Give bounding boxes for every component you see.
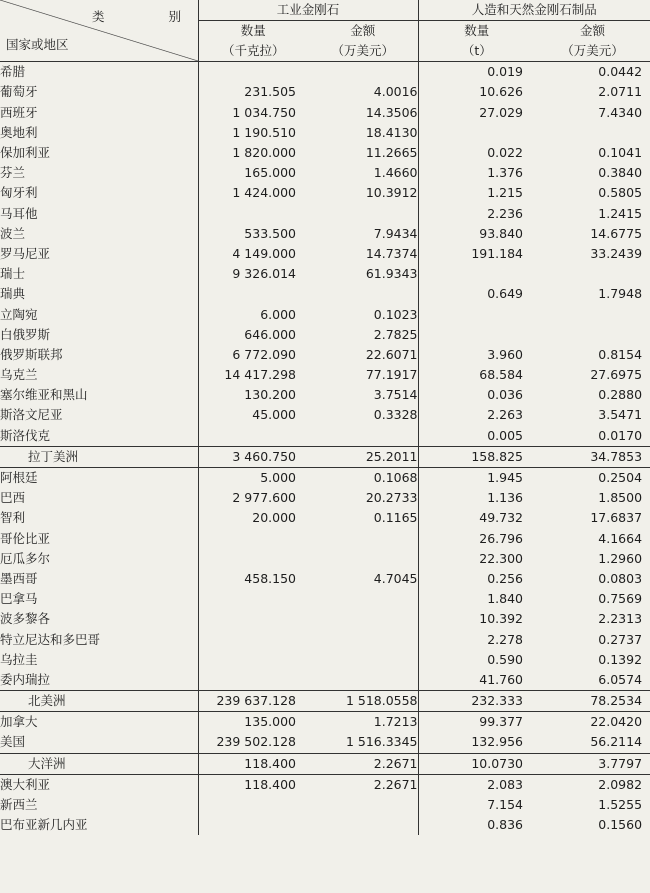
table-row [0,589,650,609]
table-row [0,82,650,102]
products-amount: 1.2415 [598,205,643,221]
products-amount: 27.6975 [590,367,643,383]
country-name: 斯洛伐克 [0,426,198,447]
industrial-amount: 1.7213 [308,712,418,733]
industrial-qty [198,629,308,649]
industrial-amount: 1.4660 [373,165,418,181]
table-row [0,325,650,345]
industrial-qty: 135.000 [198,712,308,733]
products-amount: 78.2534 [535,691,650,712]
country-name: 斯洛文尼亚 [0,405,198,425]
industrial-qty: 1 820.000 [232,145,296,161]
country-name: 阿根廷 [0,467,198,488]
country-name: 奥地利 [0,123,198,143]
g1-amt-unit: （万美元） [331,43,395,59]
country-name: 白俄罗斯 [0,325,198,345]
products-qty: 0.256 [418,569,535,589]
country-name: 罗马尼亚 [0,244,198,264]
col-header-g1-amt [308,21,418,62]
industrial-qty [198,795,308,815]
country-name: 芬兰 [0,163,198,183]
col-header-g2-qty [418,21,535,62]
industrial-amount: 2.7825 [373,326,418,342]
col-header-g2-amt [535,21,650,62]
industrial-qty: 3 460.750 [198,446,308,467]
table-row [0,815,650,835]
country-name: 波兰 [0,224,198,244]
products-qty: 49.732 [418,508,535,528]
products-qty: 99.377 [418,712,535,733]
g2-qty-unit: （t） [461,43,492,59]
products-amount: 1.5255 [598,797,643,813]
country-name: 俄罗斯联邦 [0,345,198,365]
products-amount [535,123,650,143]
products-amount: 0.0170 [598,427,643,443]
industrial-qty [198,204,308,224]
products-amount: 0.3840 [598,165,643,181]
industrial-amount [308,62,418,83]
products-qty: 0.590 [418,650,535,670]
industrial-amount: 1 518.0558 [308,691,418,712]
industrial-qty [198,62,308,83]
products-qty: 0.019 [418,62,535,83]
industrial-amount: 7.9434 [373,225,418,241]
products-qty: 232.333 [418,691,535,712]
region-row [0,446,650,467]
country-name: 马耳他 [0,204,198,224]
industrial-amount: 22.6071 [365,346,418,362]
industrial-qty [198,549,308,569]
industrial-qty: 2 977.600 [232,490,296,506]
products-qty: 1.840 [418,589,535,609]
country-name: 西班牙 [0,103,198,123]
industrial-qty: 4 149.000 [232,245,296,261]
industrial-amount: 18.4130 [365,124,418,140]
industrial-qty [198,426,308,447]
country-name: 北美洲 [0,691,198,712]
table-row [0,183,650,203]
products-qty: 10.392 [418,609,535,629]
products-amount [535,325,650,345]
table-row [0,365,650,385]
country-name: 巴布亚新几内亚 [0,815,198,835]
products-amount: 1.8500 [598,490,643,506]
products-amount: 0.0442 [598,64,643,80]
products-amount: 0.8154 [598,346,643,362]
products-amount: 56.2114 [590,734,643,750]
g2-amt-unit: （万美元） [561,43,624,59]
products-amount: 6.0574 [598,671,643,687]
products-amount: 3.5471 [598,407,643,423]
table-row [0,345,650,365]
products-qty: 3.960 [418,345,535,365]
products-qty: 27.029 [418,103,535,123]
country-name: 特立尼达和多巴哥 [0,629,198,649]
products-qty [418,123,535,143]
industrial-qty: 239 502.128 [216,734,296,750]
products-qty: 0.649 [418,284,535,304]
industrial-qty: 1 034.750 [232,104,296,120]
region-row [0,691,650,712]
table-row [0,143,650,163]
products-amount: 2.0711 [598,84,643,100]
industrial-qty [198,609,308,629]
country-name: 希腊 [0,62,198,83]
products-amount: 0.7569 [598,591,643,607]
industrial-amount: 0.1165 [373,510,418,526]
table-row [0,405,650,425]
table-row [0,670,650,691]
products-amount: 33.2439 [590,245,643,261]
industrial-qty: 646.000 [244,326,296,342]
industrial-qty: 458.150 [244,570,296,586]
table-row [0,732,650,753]
table-row [0,549,650,569]
table-row [0,304,650,324]
industrial-qty [198,815,308,835]
products-amount: 4.1664 [598,530,643,546]
country-name: 智利 [0,508,198,528]
country-name: 乌拉圭 [0,650,198,670]
country-name: 葡萄牙 [0,82,198,102]
country-name: 乌克兰 [0,365,198,385]
industrial-amount [308,549,418,569]
country-name: 澳大利亚 [0,774,198,795]
industrial-amount: 10.3912 [365,185,418,201]
industrial-amount: 11.2665 [365,145,418,161]
products-amount: 0.1392 [598,651,643,667]
col-header-g1-qty [198,21,308,62]
country-name: 哥伦比亚 [0,529,198,549]
products-amount: 0.5805 [598,185,643,201]
products-amount: 1.7948 [598,286,643,302]
table-row [0,467,650,488]
country-name: 保加利亚 [0,143,198,163]
industrial-qty: 118.400 [198,774,308,795]
industrial-amount: 14.3506 [365,104,418,120]
table-row [0,163,650,183]
industrial-qty: 9 326.014 [232,266,296,282]
group-industrial-diamond: 工业金刚石 [198,0,418,21]
industrial-qty: 20.000 [252,510,296,526]
products-amount: 3.7797 [535,753,650,774]
table-row [0,712,650,733]
industrial-amount [308,609,418,629]
products-amount: 2.2313 [598,611,643,627]
category-label: 类 别 [92,9,211,24]
products-amount: 0.1041 [598,145,643,161]
industrial-amount [308,650,418,670]
country-name: 新西兰 [0,795,198,815]
group-diamond-products: 人造和天然金刚石制品 [418,0,650,21]
table-row [0,569,650,589]
industrial-amount: 0.1023 [373,306,418,322]
table-row [0,204,650,224]
industrial-qty: 239 637.128 [198,691,308,712]
table-row [0,629,650,649]
industrial-qty: 1 190.510 [232,124,296,140]
table-row [0,650,650,670]
industrial-amount [308,529,418,549]
products-amount [535,304,650,324]
table-row [0,224,650,244]
products-qty: 0.005 [418,426,535,447]
table-row [0,385,650,405]
products-qty: 132.956 [418,732,535,753]
table-row [0,774,650,795]
industrial-amount: 77.1917 [365,367,418,383]
industrial-amount [308,426,418,447]
country-label: 国家或地区 [6,37,69,53]
products-qty [418,304,535,324]
g1-qty-label: 数量 [240,23,266,39]
products-qty: 0.022 [418,143,535,163]
products-amount: 1.2960 [598,550,643,566]
products-qty: 1.136 [418,488,535,508]
g1-amt-label: 金额 [350,23,376,39]
industrial-amount: 2.2671 [308,753,418,774]
industrial-qty: 14 417.298 [224,367,296,383]
products-amount: 34.7853 [535,446,650,467]
table-row [0,103,650,123]
products-qty: 26.796 [418,529,535,549]
industrial-amount: 2.2671 [308,774,418,795]
products-qty: 2.263 [418,405,535,425]
products-amount: 14.6775 [590,225,643,241]
industrial-qty: 45.000 [252,407,296,423]
country-name: 美国 [0,732,198,753]
table-row [0,244,650,264]
products-qty: 1.215 [418,183,535,203]
country-name: 匈牙利 [0,183,198,203]
table-row [0,426,650,447]
products-qty: 158.825 [418,446,535,467]
industrial-amount [308,815,418,835]
country-name: 瑞典 [0,284,198,304]
region-row [0,753,650,774]
products-qty: 191.184 [418,244,535,264]
industrial-qty: 5.000 [198,467,308,488]
products-qty [418,325,535,345]
table-row [0,488,650,508]
industrial-amount [308,284,418,304]
industrial-amount: 0.3328 [373,407,418,423]
products-qty: 10.0730 [418,753,535,774]
industrial-qty [198,670,308,691]
g2-amt-label: 金额 [580,23,606,39]
table-row [0,609,650,629]
industrial-amount: 25.2011 [308,446,418,467]
products-amount [535,264,650,284]
industrial-amount: 3.7514 [373,387,418,403]
products-qty: 2.278 [418,629,535,649]
country-name: 立陶宛 [0,304,198,324]
products-qty: 10.626 [418,82,535,102]
g1-qty-unit: （千克拉） [221,43,285,59]
industrial-amount [308,589,418,609]
industrial-qty [198,529,308,549]
products-amount: 0.2737 [598,631,643,647]
country-name: 厄瓜多尔 [0,549,198,569]
products-amount: 17.6837 [590,510,643,526]
country-name: 加拿大 [0,712,198,733]
industrial-amount: 61.9343 [365,266,418,282]
industrial-amount: 1 516.3345 [345,734,418,750]
products-qty: 68.584 [418,365,535,385]
table-row [0,62,650,83]
g2-qty-label: 数量 [464,23,490,39]
country-name: 委内瑞拉 [0,670,198,691]
table-row [0,123,650,143]
industrial-amount [308,795,418,815]
products-qty: 1.376 [418,163,535,183]
country-name: 波多黎各 [0,609,198,629]
products-qty: 93.840 [418,224,535,244]
industrial-amount: 4.7045 [373,570,418,586]
industrial-qty: 6.000 [260,306,296,322]
country-name: 巴西 [0,488,198,508]
industrial-qty: 533.500 [244,225,296,241]
industrial-qty: 1 424.000 [232,185,296,201]
industrial-qty: 130.200 [244,387,296,403]
industrial-qty [198,650,308,670]
industrial-amount: 20.2733 [365,490,418,506]
industrial-amount: 14.7374 [365,245,418,261]
industrial-amount [308,670,418,691]
products-qty: 0.036 [418,385,535,405]
industrial-qty: 165.000 [244,165,296,181]
products-amount: 7.4340 [598,104,643,120]
products-qty: 1.945 [418,467,535,488]
industrial-amount [308,204,418,224]
products-qty [418,264,535,284]
country-name: 塞尔维亚和黑山 [0,385,198,405]
country-name: 巴拿马 [0,589,198,609]
country-name: 大洋洲 [0,753,198,774]
country-name: 拉丁美洲 [0,446,198,467]
country-name: 墨西哥 [0,569,198,589]
industrial-amount: 4.0016 [373,84,418,100]
industrial-qty: 6 772.090 [232,346,296,362]
table-row [0,795,650,815]
diagonal-header-cell [0,0,211,62]
products-qty: 22.300 [418,549,535,569]
products-amount: 0.2504 [535,467,650,488]
products-amount: 0.2880 [598,387,643,403]
table-row [0,529,650,549]
industrial-qty [198,589,308,609]
products-qty: 2.083 [418,774,535,795]
products-amount: 0.0803 [598,570,643,586]
header-row-groups [0,0,650,21]
industrial-qty [198,284,308,304]
products-amount: 0.1560 [598,817,643,833]
products-amount: 22.0420 [535,712,650,733]
industrial-amount [308,629,418,649]
products-qty: 2.236 [418,204,535,224]
products-amount: 2.0982 [535,774,650,795]
table-row [0,284,650,304]
table-row [0,264,650,284]
products-qty: 41.760 [418,670,535,691]
industrial-amount: 0.1068 [308,467,418,488]
table-row [0,508,650,528]
country-name: 瑞士 [0,264,198,284]
industrial-qty: 231.505 [244,84,296,100]
products-qty: 0.836 [418,815,535,835]
industrial-qty: 118.400 [198,753,308,774]
products-qty: 7.154 [418,795,535,815]
